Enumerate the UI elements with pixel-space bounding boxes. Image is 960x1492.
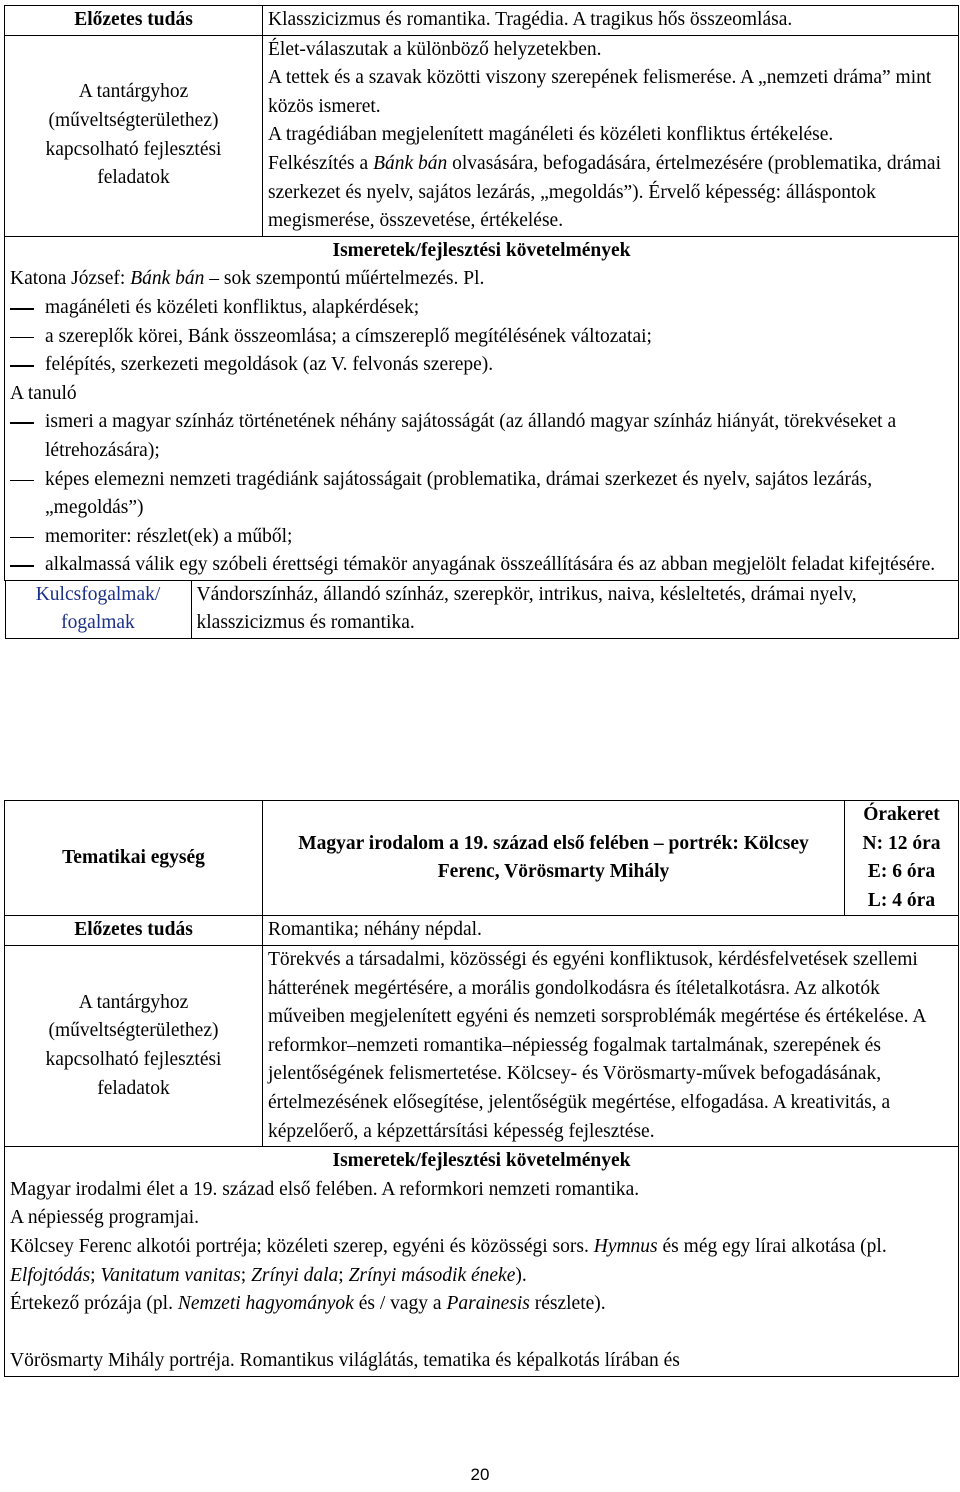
prior-knowledge-row	[5, 6, 959, 36]
prior-knowledge-text: Romantika; néhány népdal.	[263, 916, 959, 946]
requirements-row	[5, 1147, 959, 1377]
hours-e: E: 6 óra	[867, 861, 936, 883]
requirements-heading: Ismeretek/fejlesztési követelmények	[332, 1150, 631, 1172]
key-concepts-row	[5, 580, 959, 639]
development-tasks-row	[5, 945, 959, 1146]
work-title: Zrínyi második éneke	[348, 1264, 516, 1286]
work-title: Parainesis	[446, 1293, 530, 1315]
list-item: memoriter: részlet(ek) a műből;	[10, 523, 953, 552]
paragraph: Vörösmarty Mihály portréja. Romantikus világlátás, tematika és képalkotás lírában és	[10, 1350, 680, 1372]
text-run: Felkészítés a	[268, 152, 374, 174]
list-item: a szereplők körei, Bánk összeomlása; a címszereplő megítélésének változatai;	[10, 323, 953, 352]
text-run: ).	[515, 1264, 527, 1286]
prior-knowledge-label: Előzetes tudás	[5, 916, 263, 946]
hours-n: N: 12 óra	[862, 832, 941, 854]
paragraph	[10, 1290, 953, 1319]
text-run: ;	[240, 1264, 252, 1286]
work-title: Zrínyi dala	[251, 1264, 339, 1286]
list-item: magánéleti és közéleti konfliktus, alapkérdések;	[10, 294, 953, 323]
prior-knowledge-text: Klasszicizmus és romantika. Tragédia. A tragikus hős összeomlása.	[263, 6, 959, 36]
text-run: Katona József:	[10, 268, 131, 290]
text-run: ;	[338, 1264, 349, 1286]
unit-label: Tematikai egység	[5, 801, 263, 916]
prior-knowledge-row	[5, 916, 959, 946]
requirements-row	[5, 236, 959, 580]
text-run: és / vagy a	[353, 1293, 447, 1315]
paragraph: A népiesség programjai.	[10, 1207, 199, 1229]
text-run: Kölcsey Ferenc alkotói portréja; közéleti szerep, egyéni és közösségi sors.	[10, 1235, 594, 1257]
text-run: ;	[90, 1264, 101, 1286]
development-tasks-text	[263, 35, 959, 236]
development-tasks-label: A tantárgyhoz (műveltségterülethez) kapcsolható fejlesztési feladatok	[5, 35, 263, 236]
paragraph: Magyar irodalmi élet a 19. század első felében. A reformkori nemzeti romantika.	[10, 1178, 640, 1200]
hours-cell	[845, 801, 959, 916]
work-title: Bánk bán	[373, 152, 448, 174]
dev-line	[268, 150, 953, 236]
work-title: Nemzeti hagyományok	[177, 1293, 354, 1315]
unit-title: Magyar irodalom a 19. század első felében – portrék: Kölcsey Ferenc, Vörösmarty Mihály	[263, 801, 845, 916]
spacer	[10, 1319, 953, 1348]
key-concepts-text: Vándorszínház, állandó színház, szerepkör, intrikus, naiva, késleltetés, drámai nyelv, klasszicizmus és romantika.	[191, 581, 958, 639]
hours-label: Órakeret	[863, 804, 940, 825]
dev-line: A tragédiában megjelenített magánéleti és közéleti konfliktus értékelése.	[268, 124, 834, 146]
requirements-heading: Ismeretek/fejlesztési követelmények	[332, 239, 631, 261]
work-title: Hymnus	[593, 1235, 658, 1257]
development-tasks-label: A tantárgyhoz (műveltségterülethez) kapcsolható fejlesztési feladatok	[5, 945, 263, 1146]
text-run: és még egy lírai alkotása (pl.	[657, 1235, 887, 1257]
dev-line: Élet-válaszutak a különböző helyzetekben.	[268, 38, 602, 60]
requirements-cell	[5, 236, 959, 580]
key-label-line: fogalmak	[61, 612, 135, 634]
key-concepts-table	[5, 581, 959, 639]
page-number: 20	[470, 1465, 490, 1484]
katona-line	[10, 265, 953, 294]
key-concepts-label	[5, 581, 191, 639]
list-item: felépítés, szerkezeti megoldások (az V. felvonás szerepe).	[10, 351, 953, 380]
prior-knowledge-label: Előzetes tudás	[5, 6, 263, 36]
curriculum-table-2	[4, 800, 959, 1377]
student-label: A tanuló	[10, 382, 77, 404]
dev-line: A tettek és a szavak közötti viszony szerepének felismerése. A „nemzeti dráma” mint közös ismeret.	[268, 67, 932, 117]
paragraph	[10, 1233, 953, 1290]
hours-l: L: 4 óra	[867, 889, 936, 911]
text-run: olvasására, befogadására, értelmezésére (problematika, drámai szerkezet és nyelv, sajátos lezárás, „megoldás”). Érvelő képesség: álláspontok megismerése, összevetése, értékelése.	[268, 152, 942, 232]
work-title: Bánk bán	[130, 268, 205, 290]
text-run: Értekező prózája (pl.	[10, 1293, 178, 1315]
work-title: Vanitatum vanitas	[100, 1264, 241, 1286]
student-list	[10, 408, 953, 580]
curriculum-table-1	[4, 5, 959, 639]
unit-row	[5, 801, 959, 916]
list-item: képes elemezni nemzeti tragédiánk sajátosságait (problematika, drámai szerkezet és nyelv, sajátos lezárás, „megoldás”)	[10, 466, 953, 523]
work-title: Elfojtódás	[10, 1264, 91, 1286]
list-item: ismeri a magyar színház történetének néhány sajátosságát (az állandó magyar színház hiányát, törekvéseket a létrehozására);	[10, 408, 953, 465]
requirements-cell	[5, 1147, 959, 1377]
list-item: alkalmassá válik egy szóbeli érettségi témakör anyagának összeállítására és az abban megjelölt feladat kifejtésére.	[10, 551, 953, 580]
pl-list	[10, 294, 953, 380]
text-run: részlete).	[529, 1293, 606, 1315]
development-tasks-text: Törekvés a társadalmi, közösségi és egyéni konfliktusok, kérdésfelvetések szellemi hátterének megértésére, a morális gondolkodásra és ítéletalkotásra. Az alkotók műveiben megjelenített egyéni és nemzeti sorsproblémák megértése és értékelése. A reformkor–nemzeti romantika–népiesség fogalmak tartalmának, szerepének és jelentőségének felismertetése. Kölcsey- és Vörösmarty-művek befogadásának, értelmezésének elősegítése, jelentőségük megértése, elfogadása. A kreativitás, a képzelőerő, a képzettársítási képesség fejlesztése.	[263, 945, 959, 1146]
text-run: – sok szempontú műértelmezés. Pl.	[204, 268, 485, 290]
key-concepts-wrapper	[5, 580, 959, 639]
development-tasks-row	[5, 35, 959, 236]
key-label-line: Kulcsfogalmak/	[35, 583, 161, 605]
key-concepts-inner-row	[5, 581, 958, 639]
